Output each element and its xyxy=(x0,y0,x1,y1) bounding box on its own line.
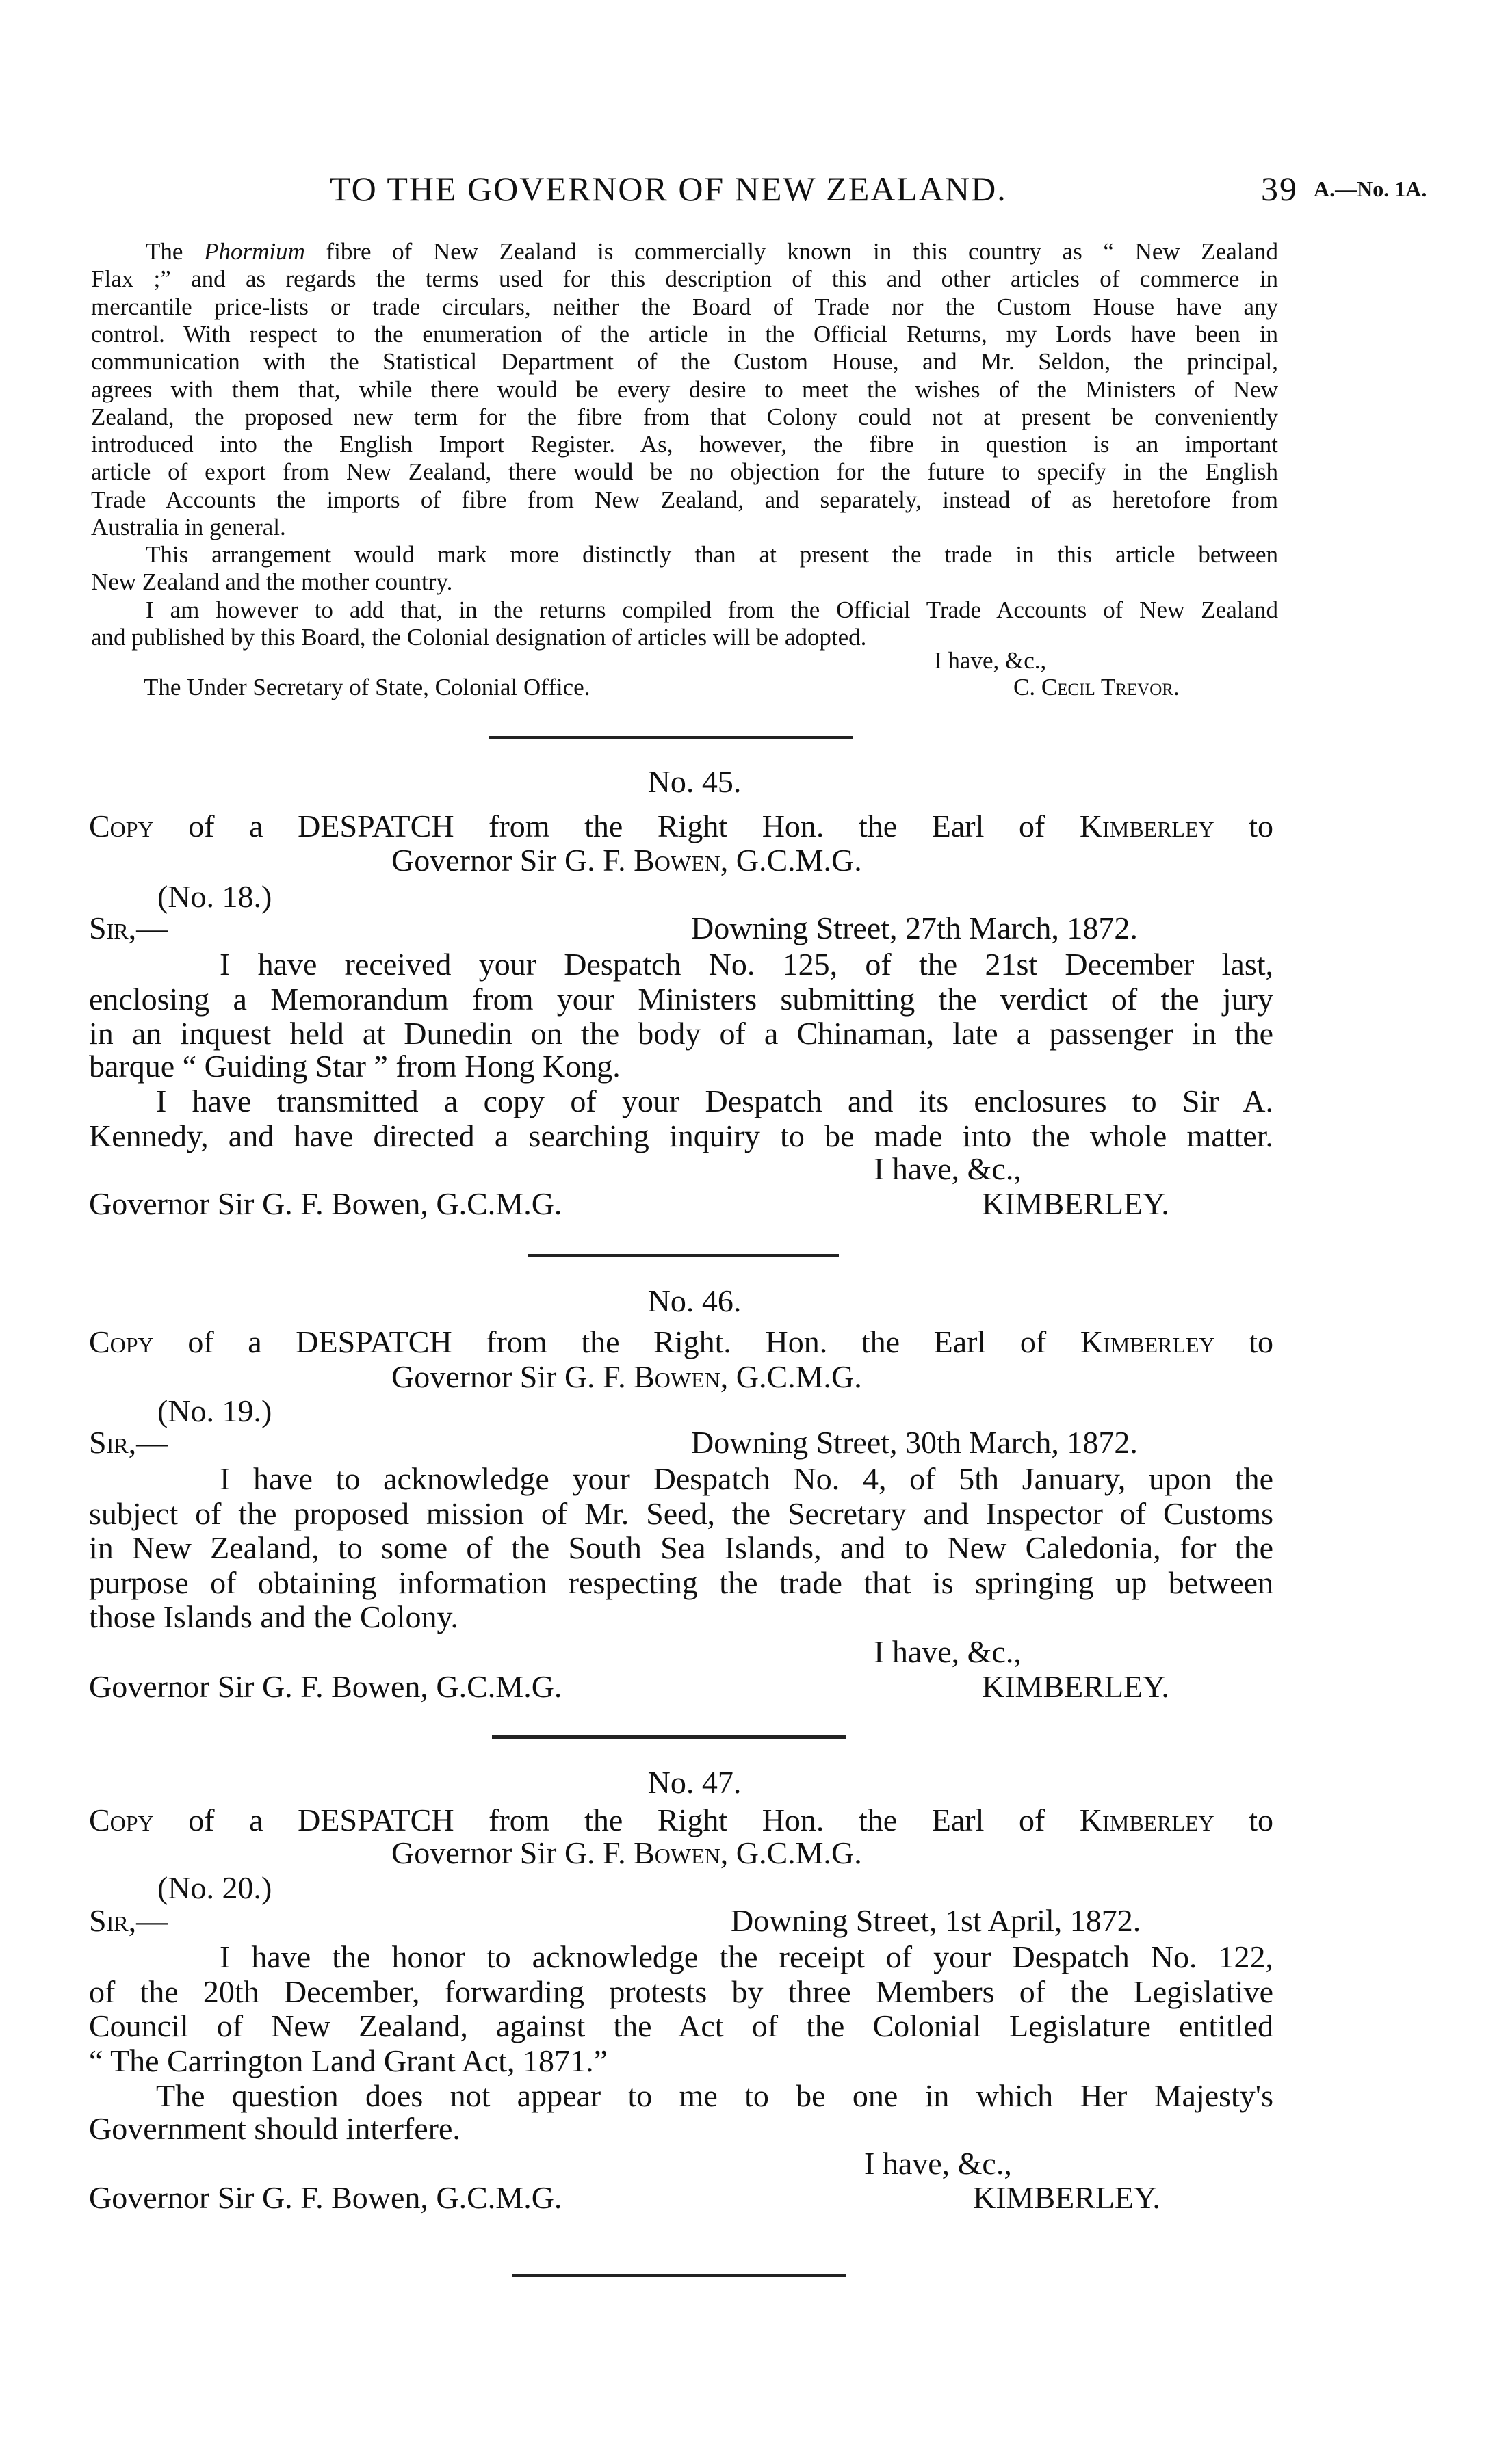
text: Bowen xyxy=(634,1835,720,1870)
text: The xyxy=(146,238,205,265)
document-reference: A.—No. 1A. xyxy=(1314,176,1427,201)
salutation: Sir,— xyxy=(89,1425,168,1460)
text: Bowen xyxy=(634,843,720,878)
divider xyxy=(528,1254,839,1257)
closing: I have, &c., xyxy=(874,1634,1022,1669)
addressee: Governor Sir G. F. Bowen, G.C.M.G. xyxy=(89,2180,562,2215)
text: Bowen xyxy=(634,1359,720,1394)
paragraph-line: I am however to add that, in the returns compiled from the Official Trade Accounts of New Zealand xyxy=(146,597,1278,623)
body-line: I have the honor to acknowledge the receipt of your Despatch No. 122, xyxy=(220,1939,1273,1974)
text: of a DESPATCH from the Right Hon. the Earl of xyxy=(153,809,1080,843)
text: to xyxy=(1214,1324,1274,1359)
text: Kimberley xyxy=(1080,1324,1215,1359)
addressee: The Under Secretary of State, Colonial Office. xyxy=(144,674,590,700)
paragraph-line: communication with the Statistical Department of the Custom House, and Mr. Seldon, the principal, xyxy=(91,348,1278,375)
text: of a DESPATCH from the Right. Hon. the Earl of xyxy=(153,1324,1080,1359)
despatch-heading xyxy=(89,1802,1273,1839)
paragraph-line xyxy=(146,238,1278,265)
body-line: in New Zealand, to some of the South Sea Islands, and to New Caledonia, for the xyxy=(89,1530,1273,1565)
body-line: I have to acknowledge your Despatch No. 4, of 5th January, upon the xyxy=(220,1461,1273,1496)
text: Kimberley xyxy=(1079,809,1214,843)
body-line: Kennedy, and have directed a searching inquiry to be made into the whole matter. xyxy=(89,1118,1273,1153)
paragraph-line: and published by this Board, the Colonial designation of articles will be adopted. xyxy=(91,624,867,651)
text: Governor Sir G. F. xyxy=(391,843,634,878)
paragraph-line: Trade Accounts the imports of fibre from New Zealand, and separately, instead of as heretofore from xyxy=(91,486,1278,513)
text: to xyxy=(1214,809,1273,843)
paragraph-line: New Zealand and the mother country. xyxy=(91,568,453,595)
salutation: Sir,— xyxy=(89,1903,168,1938)
running-title: TO THE GOVERNOR OF NEW ZEALAND. xyxy=(330,170,1007,208)
signature: KIMBERLEY. xyxy=(982,1186,1169,1221)
despatch-ref: (No. 19.) xyxy=(157,1393,272,1428)
page-number: 39 xyxy=(1261,170,1298,208)
body-line: enclosing a Memorandum from your Ministers submitting the verdict of the jury xyxy=(89,982,1273,1017)
signature: C. Cecil Trevor. xyxy=(1013,674,1180,700)
divider xyxy=(492,1735,846,1739)
paragraph-line: agrees with them that, while there would be every desire to meet the wishes of the Ministers of New xyxy=(91,376,1278,403)
body-line: in an inquest held at Dunedin on the body of a Chinaman, late a passenger in the xyxy=(89,1016,1273,1051)
paragraph-line: This arrangement would mark more distinctly than at present the trade in this article between xyxy=(146,541,1278,568)
despatch-number: No. 46. xyxy=(647,1283,742,1318)
body-line: I have received your Despatch No. 125, of the 21st December last, xyxy=(220,947,1273,982)
text: Copy xyxy=(89,809,154,843)
paragraph-line: Australia in general. xyxy=(91,514,286,540)
addressee: Governor Sir G. F. Bowen, G.C.M.G. xyxy=(89,1669,562,1704)
body-line: Government should interfere. xyxy=(89,2111,460,2146)
recipient-line xyxy=(391,1835,862,1872)
body-line: of the 20th December, forwarding protests by three Members of the Legislative xyxy=(89,1974,1273,2009)
date-line: Downing Street, 27th March, 1872. xyxy=(691,910,1138,945)
despatch-number: No. 47. xyxy=(647,1765,742,1800)
text: Governor Sir G. F. xyxy=(391,1835,634,1870)
text: , G.C.M.G. xyxy=(720,843,862,878)
despatch-ref: (No. 18.) xyxy=(157,879,272,914)
paragraph-line: mercantile price-lists or trade circulars, neither the Board of Trade nor the Custom House have any xyxy=(91,293,1278,320)
closing: I have, &c., xyxy=(864,2146,1012,2181)
paragraph-line: control. With respect to the enumeration of the article in the Official Returns, my Lords have been in xyxy=(91,321,1278,348)
paragraph-line: introduced into the English Import Register. As, however, the fibre in question is an important xyxy=(91,431,1278,458)
closing: I have, &c., xyxy=(934,647,1047,674)
text: to xyxy=(1214,1803,1273,1837)
body-line: barque “ Guiding Star ” from Hong Kong. xyxy=(89,1049,621,1084)
despatch-ref: (No. 20.) xyxy=(157,1870,272,1905)
text: Copy xyxy=(89,1324,154,1359)
body-line: subject of the proposed mission of Mr. Seed, the Secretary and Inspector of Customs xyxy=(89,1496,1273,1531)
text: fibre of New Zealand is commercially known in this country as “ New Zealand xyxy=(304,238,1278,265)
divider xyxy=(489,736,853,739)
recipient-line xyxy=(391,842,862,879)
date-line: Downing Street, 1st April, 1872. xyxy=(731,1903,1141,1938)
text: Governor Sir G. F. xyxy=(391,1359,634,1394)
closing: I have, &c., xyxy=(874,1151,1022,1186)
body-line: those Islands and the Colony. xyxy=(89,1599,459,1634)
signature: KIMBERLEY. xyxy=(973,2180,1160,2215)
italic-term: Phormium xyxy=(204,238,305,265)
text: Copy xyxy=(89,1803,154,1837)
body-line: “ The Carrington Land Grant Act, 1871.” xyxy=(89,2043,608,2078)
signature: KIMBERLEY. xyxy=(982,1669,1169,1704)
text: , G.C.M.G. xyxy=(720,1835,862,1870)
paragraph-line: Flax ;” and as regards the terms used for this description of this and other articles of commerce in xyxy=(91,265,1278,292)
paragraph-line: Zealand, the proposed new term for the fibre from that Colony could not at present be conveniently xyxy=(91,404,1278,430)
date-line: Downing Street, 30th March, 1872. xyxy=(691,1425,1138,1460)
salutation: Sir,— xyxy=(89,910,168,945)
body-line: I have transmitted a copy of your Despatch and its enclosures to Sir A. xyxy=(156,1084,1273,1118)
despatch-number: No. 45. xyxy=(647,764,742,799)
recipient-line xyxy=(391,1359,862,1395)
addressee: Governor Sir G. F. Bowen, G.C.M.G. xyxy=(89,1186,562,1221)
despatch-heading xyxy=(89,1324,1273,1361)
body-line: The question does not appear to me to be one in which Her Majesty's xyxy=(156,2078,1273,2113)
divider xyxy=(512,2274,846,2277)
text: Kimberley xyxy=(1079,1803,1214,1837)
despatch-heading xyxy=(89,808,1273,845)
body-line: Council of New Zealand, against the Act of the Colonial Legislature entitled xyxy=(89,2008,1273,2043)
paragraph-line: article of export from New Zealand, there would be no objection for the future to specify in the English xyxy=(91,458,1278,485)
text: of a DESPATCH from the Right Hon. the Earl of xyxy=(153,1803,1080,1837)
text: , G.C.M.G. xyxy=(720,1359,862,1394)
body-line: purpose of obtaining information respecting the trade that is springing up between xyxy=(89,1565,1273,1600)
